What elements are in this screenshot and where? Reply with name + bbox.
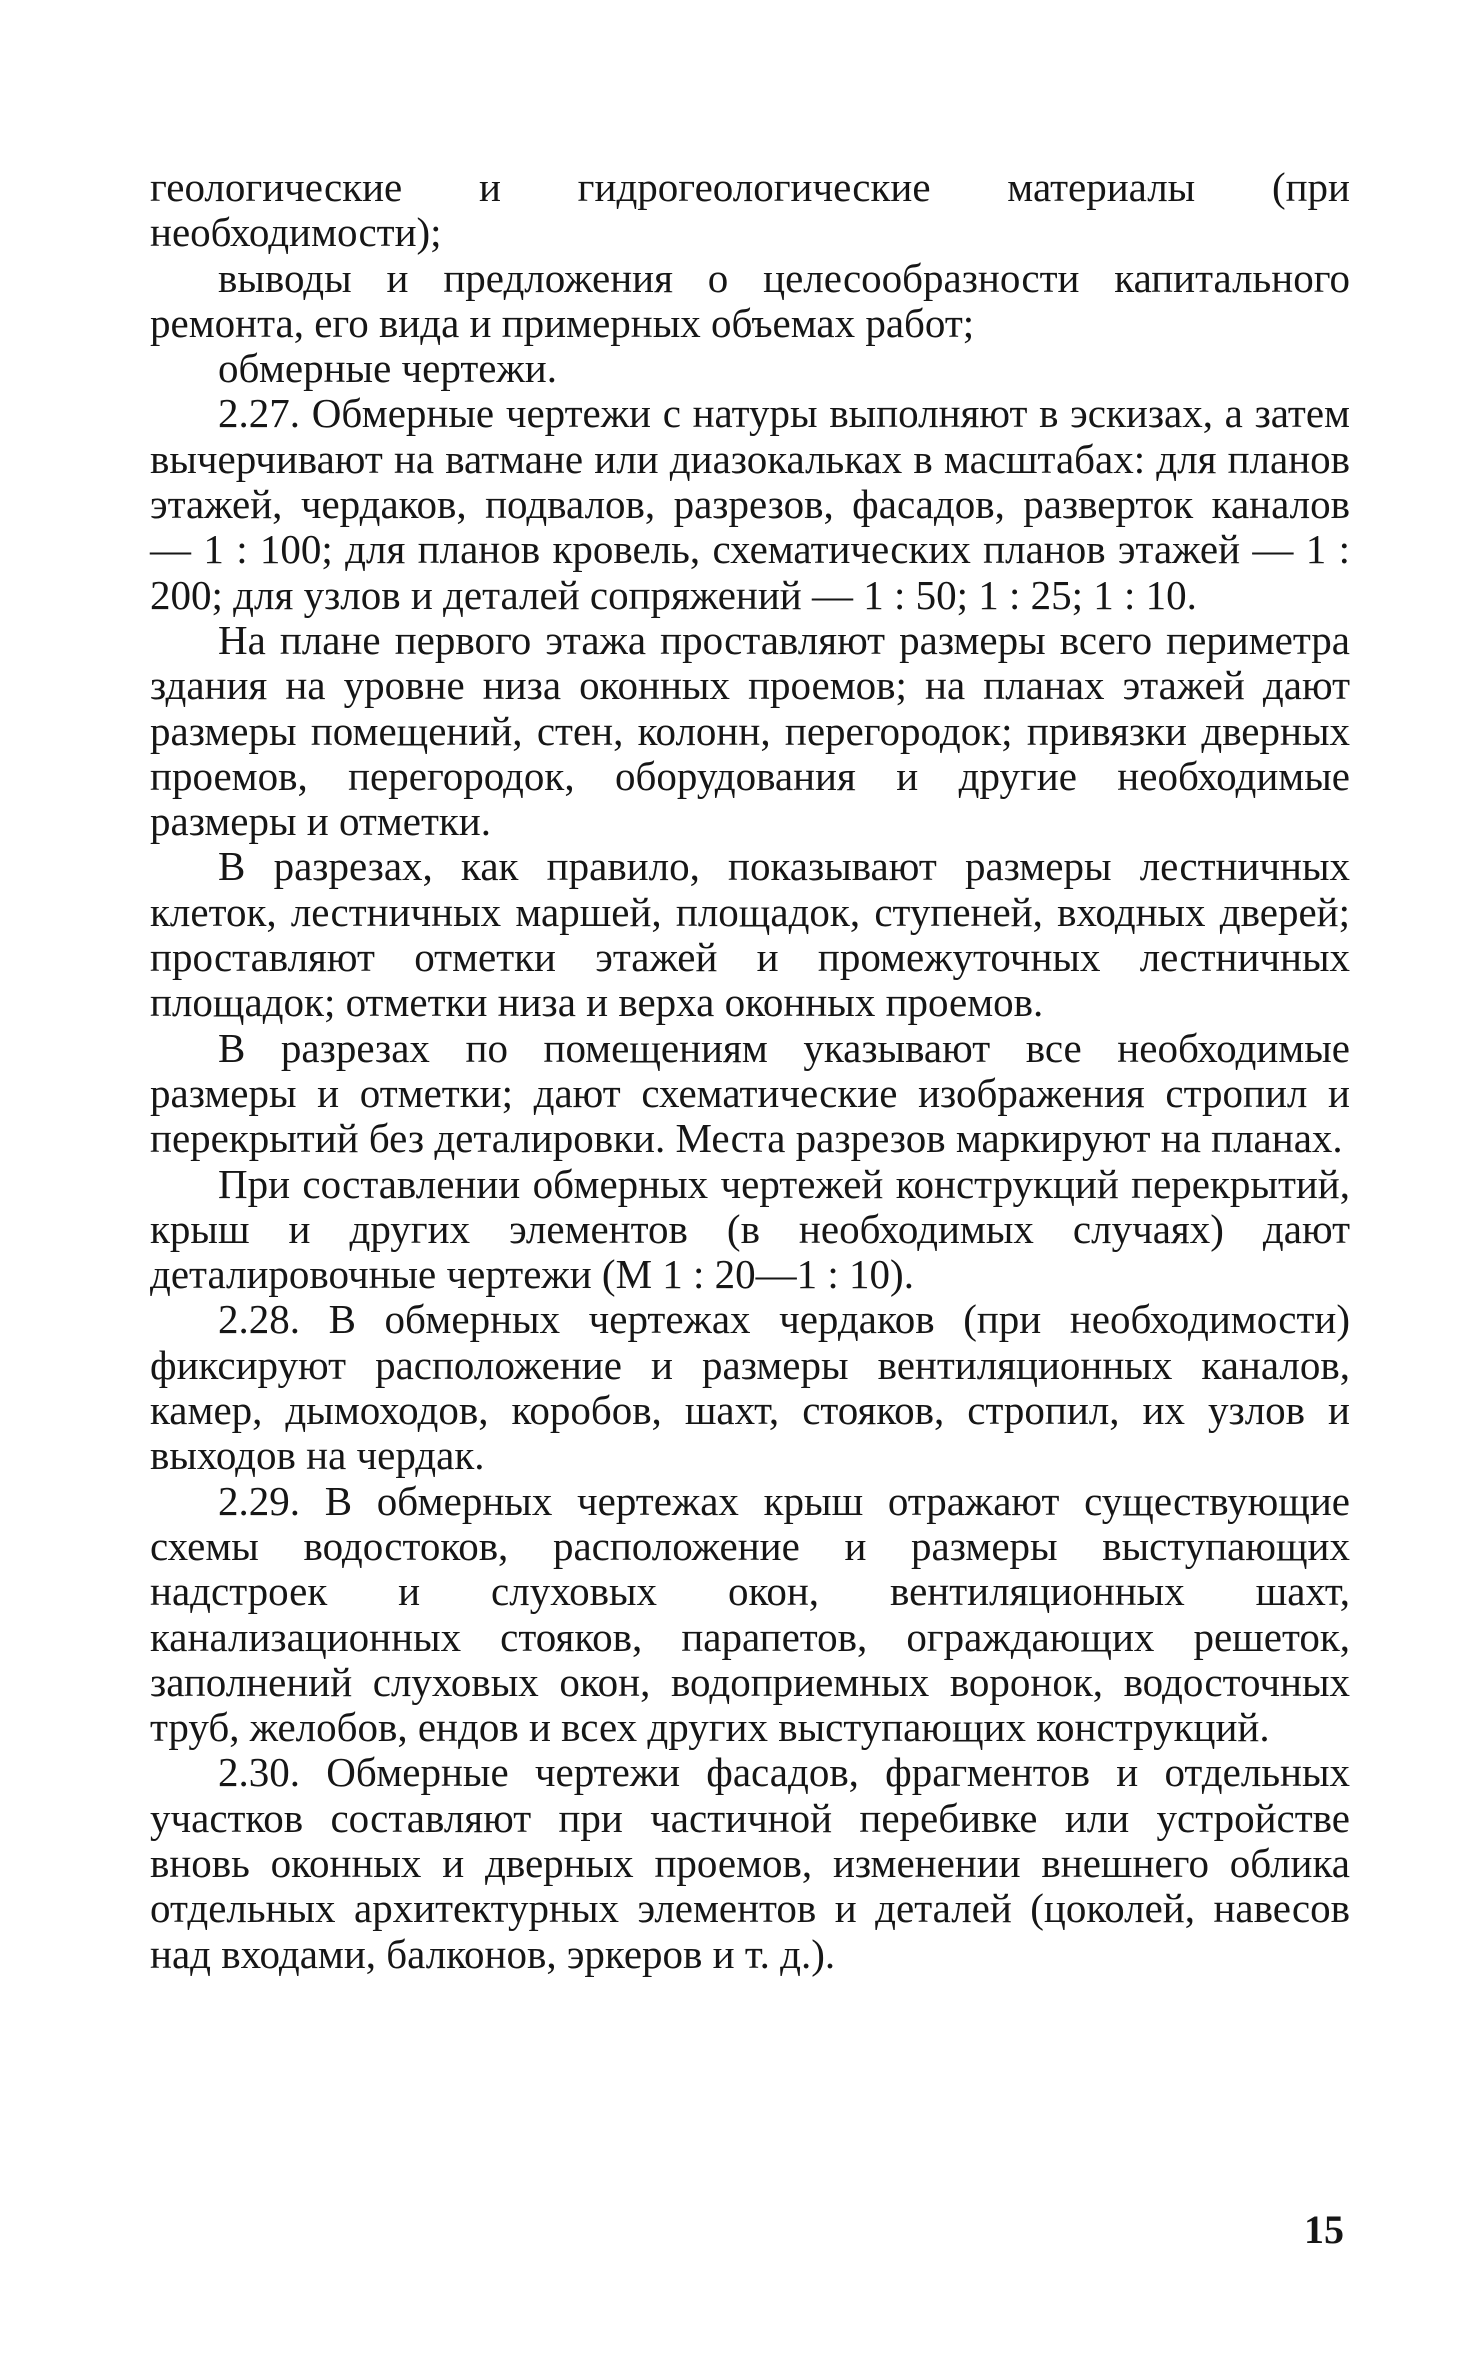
paragraph-geology-materials: геологические и гидрогеологические материалы (при необходимости);: [150, 164, 1350, 256]
page-number: 15: [1304, 2207, 1344, 2252]
paragraph-2-28: 2.28. В обмерных чертежах чердаков (при необходимости) фиксируют расположение и размеры вентиляционных каналов, камер, дымоходов, коробов, шахт, стояков, стропил, их узлов и выходов на чердак.: [150, 1296, 1350, 1479]
paragraph-structure-drawings: При составлении обмерных чертежей конструкций перекрытий, крыш и других элементов (в необходимых случаях) дают деталировочные чертежи (М 1 : 20—1 : 10).: [150, 1160, 1350, 1298]
paragraph-2-29: 2.29. В обмерных чертежах крыш отражают существующие схемы водостоков, расположение и размеры выступающих надстроек и слуховых окон, вентиляционных шахт, канализационных стояков, парапетов, ограждающих решеток, заполнений слуховых окон, водоприемных воронок, водосточных труб, желобов, ендов и всех других выступающих конструкций.: [150, 1477, 1350, 1751]
paragraph-measured-drawings: обмерные чертежи.: [218, 345, 557, 392]
paragraph-room-sections: В разрезах по помещениям указывают все необходимые размеры и отметки; дают схематические изображения стропил и перекрытий без деталировки. Места разрезов маркируют на планах.: [150, 1024, 1350, 1162]
paragraph-2-27: 2.27. Обмерные чертежи с натуры выполняют в эскизах, а затем вычерчивают на ватмане или диазокальках в масштабах: для планов этажей, чердаков, подвалов, разрезов, фасадов, разверток каналов — 1 : 100; для планов кровель, схематических планов этажей — 1 : 200; для узлов и деталей сопряжений — 1 : 50; 1 : 25; 1 : 10.: [150, 390, 1350, 618]
page-body: [150, 165, 1350, 1977]
paragraph-first-floor-plan: На плане первого этажа проставляют размеры всего периметра здания на уровне низа оконных проемов; на планах этажей дают размеры помещений, стен, колонн, перегородок; привязки дверных проемов, перегородок, оборудования и другие необходимые размеры и отметки.: [150, 616, 1350, 845]
paragraph-conclusions: выводы и предложения о целесообразности капитального ремонта, его вида и примерных объемах работ;: [150, 254, 1350, 346]
paragraph-2-30: 2.30. Обмерные чертежи фасадов, фрагментов и отдельных участков составляют при частичной перебивке или устройстве вновь оконных и дверных проемов, изменении внешнего облика отдельных архитектурных элементов и деталей (цоколей, навесов над входами, балконов, эркеров и т. д.).: [150, 1749, 1350, 1977]
paragraph-sections: В разрезах, как правило, показывают размеры лестничных клеток, лестничных маршей, площадок, ступеней, входных дверей; проставляют отметки этажей и промежуточных лестничных площадок; отметки низа и верха оконных проемов.: [150, 843, 1350, 1026]
